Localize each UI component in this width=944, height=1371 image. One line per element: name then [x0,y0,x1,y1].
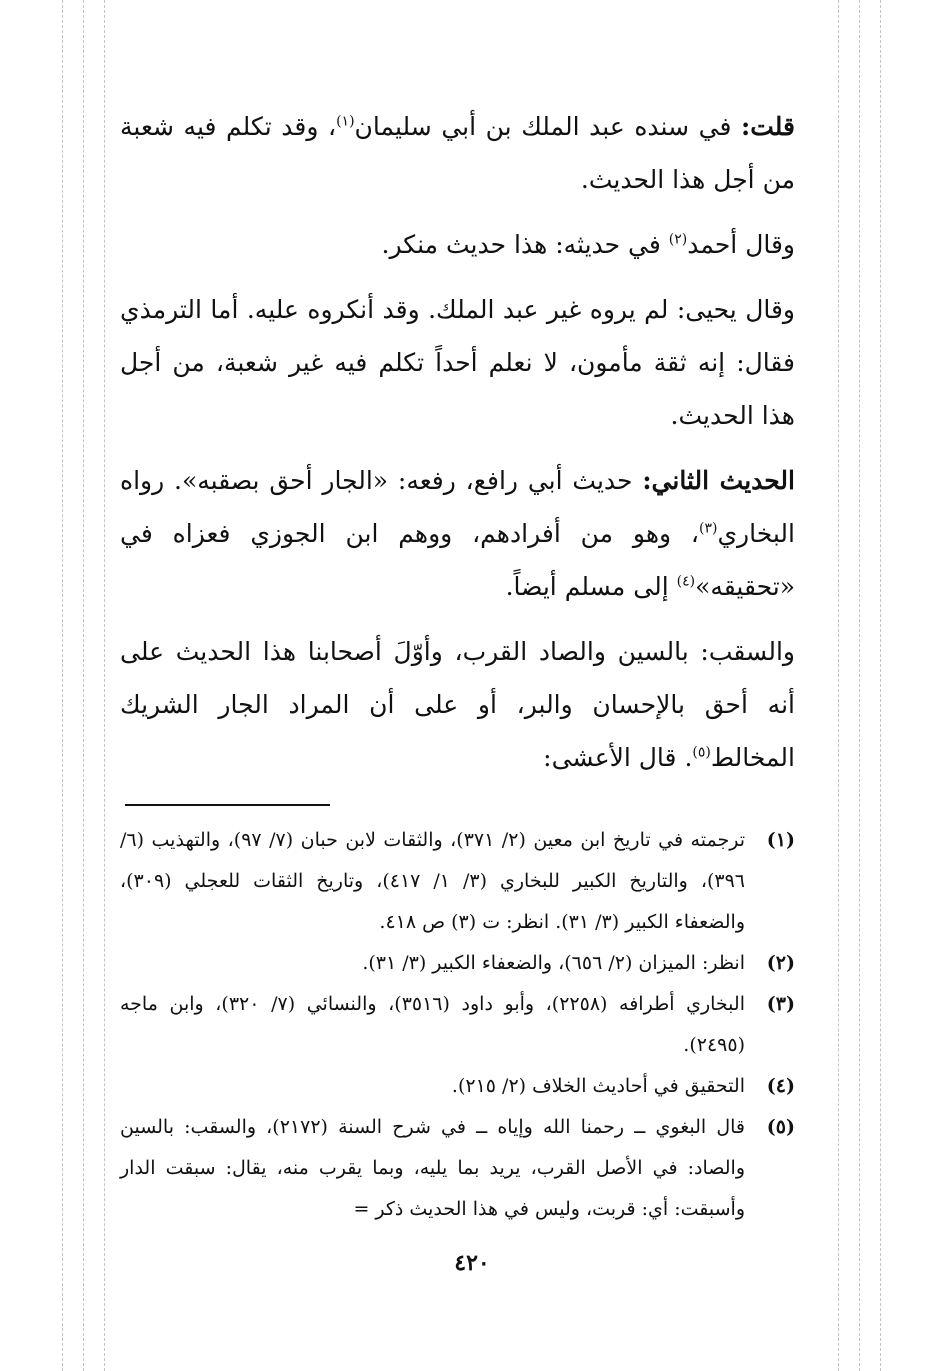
footnote-text: البخاري أطرافه (٢٢٥٨)، وأبو داود (٣٥١٦)، والنسائي (٧/ ٣٢٠)، وابن ماجه (٢٤٩٥). [120,993,745,1056]
footnote-ref: (١) [336,113,355,130]
footnote-3 [120,984,795,1066]
footnote-5 [120,1107,795,1230]
paragraph-1 [120,100,795,206]
footnote-ref: (٣) [699,520,718,537]
paragraph-lead: الحديث الثاني: [642,466,795,495]
footnote-text: قال البغوي ــ رحمنا الله وإياه ــ في شرح السنة (٢١٧٢)، والسقب: بالسين والصاد: في الأصل القرب، يريد بما يليه، وبما يقرب منه، يقال: سبقت الدار وأسبقت: أي: قربت، وليس في هذا الحديث ذكر = [120,1116,746,1220]
paragraph-text: وقال أحمد [687,230,795,259]
paragraph-text: وقال يحيى: لم يروه غير عبد الملك. وقد أنكروه عليه. أما الترمذي فقال: إنه ثقة مأمون، لا نعلم أحداً تكلم فيه غير شعبة، من أجل هذا الحديث. [120,295,795,430]
footnote-ref: (٤) [676,573,696,590]
footnote-text: ترجمته في تاريخ ابن معين (٢/ ٣٧١)، والثقات لابن حبان (٧/ ٩٧)، والتهذيب (٦/ ٣٩٦)، والتاريخ الكبير للبخاري (٣/ ١/ ٤١٧)، وتاريخ الثقات للعجلي (٣٠٩)، والضعفاء الكبير (٣/ ٣١). انظر: ت (٣) ص ٤١٨. [120,829,745,933]
page-number: ٤٢٠ [454,1250,490,1276]
footnote-2 [120,943,795,984]
footnote-1 [120,820,795,943]
footnote-text: التحقيق في أحاديث الخلاف (٢/ ٢١٥). [451,1075,745,1097]
paragraph-text: ، وهو من أفرادهم، ووهم ابن الجوزي فعزاه في «تحقيقه» [120,519,795,601]
paragraph-text: . قال الأعشى: [543,743,693,772]
paragraph-text: ، وقد تكلم فيه شعبة من أجل هذا الحديث. [120,112,795,194]
footnote-ref: (٥) [692,744,711,761]
paragraph-text: إلى مسلم أيضاً. [505,572,677,601]
paragraph-5 [120,625,795,784]
paragraph-text: في سنده عبد الملك بن أبي سليمان [354,112,741,141]
paragraph-4 [120,454,795,613]
paragraph-text: حديث أبي رافع، رفعه: «الجار أحق بصقبه». رواه البخاري [120,466,795,548]
footnote-number: (٥) [766,1116,795,1138]
footnotes [120,820,795,1230]
page-content [120,100,795,1230]
footnote-ref: (٢) [668,231,688,248]
footnote-4 [120,1066,795,1107]
footnote-number: (٣) [766,993,795,1015]
paragraph-text: والسقب: بالسين والصاد القرب، وأوّلَ أصحابنا هذا الحديث على أنه أحق بالإحسان والبر، أو على أن المراد الجار الشريك المخالط [120,637,795,772]
footnote-number: (١) [766,829,795,851]
paragraph-2 [120,218,795,271]
footnote-text: انظر: الميزان (٢/ ٦٥٦)، والضعفاء الكبير (٣/ ٣١). [362,952,745,974]
footnote-number: (٢) [766,952,795,974]
paragraph-3 [120,283,795,442]
footnote-number: (٤) [766,1075,795,1097]
footnote-separator [125,804,330,806]
paragraph-text: في حديثه: هذا حديث منكر. [381,230,669,259]
paragraph-lead: قلت: [740,112,795,141]
